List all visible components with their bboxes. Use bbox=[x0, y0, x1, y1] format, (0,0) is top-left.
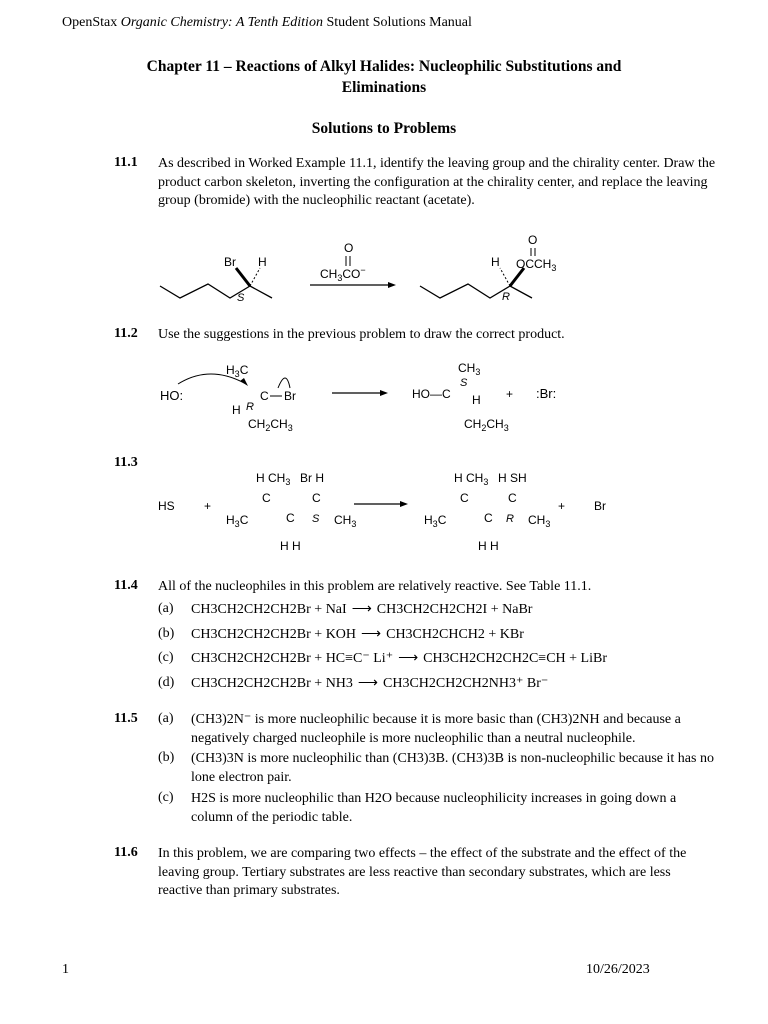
problem-number: 11.1 bbox=[114, 155, 138, 170]
product-configuration: S bbox=[460, 377, 468, 389]
product-methyl-right: $CH_3$ bbox=[528, 513, 551, 529]
reactant-methyl-right: $CH_3$ bbox=[334, 513, 357, 529]
page-number: 1 bbox=[62, 962, 69, 977]
product-h: H bbox=[472, 393, 481, 407]
product-c2: C bbox=[508, 491, 517, 505]
book-title: Organic Chemistry: A Tenth Edition bbox=[120, 15, 323, 30]
product-ethyl: $CH_2CH_3$ bbox=[464, 417, 509, 433]
answer-c: H2S is more nucleophilic than H2O because nucleophilicity increases in going down a column of the periodic table. bbox=[191, 791, 677, 825]
hydrogen-label: H bbox=[232, 403, 241, 417]
plus-sign: + bbox=[558, 499, 566, 513]
reactant-c2: C bbox=[312, 491, 321, 505]
configuration-label: R bbox=[246, 401, 254, 413]
item-label: (c) bbox=[158, 790, 174, 805]
bromide-ion: :Br: bbox=[536, 386, 557, 401]
product-methyl: $CH_3$ bbox=[458, 361, 481, 377]
problem-text: In this problem, we are comparing two effects – the effect of the substrate and the effect of the leaving group. Tertiary substrates are less reactive than secondary substrates, which are less reactive than primary substrates. bbox=[158, 846, 687, 898]
bromine-label: Br bbox=[284, 389, 296, 403]
reaction-d: CH3CH2CH2CH2Br + NH3 ⟶ CH3CH2CH2CH2NH3⁺ Br⁻ bbox=[191, 676, 549, 691]
reactant-methyl-left: $H_3C$ bbox=[226, 513, 249, 529]
product-top-right: H SH bbox=[498, 471, 527, 485]
plus-sign: + bbox=[506, 387, 514, 401]
carbonyl-o: O bbox=[344, 241, 354, 255]
problem-number: 11.5 bbox=[114, 711, 138, 726]
reactant-top-right: Br H bbox=[300, 471, 324, 485]
methyl-label: $H_3C$ bbox=[226, 363, 249, 379]
reagent-label: $CH_3CO^-$ bbox=[320, 265, 366, 283]
plus-sign: + bbox=[204, 499, 212, 513]
hydrogen-label: H bbox=[258, 255, 267, 269]
hydroxide-label: HO: bbox=[160, 388, 184, 403]
product-top-left: H $CH_3$ bbox=[454, 471, 489, 487]
item-label: (a) bbox=[158, 711, 174, 726]
product-configuration: R bbox=[502, 291, 510, 303]
problem-number: 11.4 bbox=[114, 578, 138, 593]
problem-number: 11.2 bbox=[114, 326, 138, 341]
hydrosulfide-label: HS bbox=[158, 499, 175, 513]
chapter-title: Chapter 11 – Reactions of Alkyl Halides: Nucleophilic Substitutions and Eliminations bbox=[146, 58, 622, 96]
item-label: (b) bbox=[158, 750, 175, 765]
reactant-configuration: S bbox=[312, 513, 320, 525]
ethyl-label: $CH_2CH_3$ bbox=[248, 417, 293, 433]
answer-a: (CH3)2N⁻ is more nucleophilic because it is more basic than (CH3)2NH and because a negatively charged nucleophile is more nucleophilic than a neutral nucleophile. bbox=[191, 712, 681, 746]
reaction-a: CH3CH2CH2CH2Br + NaI ⟶ CH3CH2CH2CH2I + NaBr bbox=[191, 602, 533, 617]
problem-text: All of the nucleophiles in this problem are relatively reactive. See Table 11.1. bbox=[158, 579, 592, 594]
reaction-figure-11-2 bbox=[150, 356, 590, 434]
running-header: OpenStax Organic Chemistry: A Tenth Edition Student Solutions Manual bbox=[62, 15, 472, 30]
reactant-c3: C bbox=[286, 511, 295, 525]
product-h: H bbox=[491, 255, 500, 269]
configuration-label: S bbox=[237, 292, 245, 304]
reaction-b: CH3CH2CH2CH2Br + KOH ⟶ CH3CH2CHCH2 + KBr bbox=[191, 627, 524, 642]
product-bottom-h: H H bbox=[478, 539, 499, 553]
product-ester: $OCCH_3$ bbox=[516, 257, 557, 273]
reaction-figure-11-3 bbox=[150, 466, 630, 560]
item-label: (b) bbox=[158, 626, 175, 641]
answer-b: (CH3)3N is more nucleophilic than (CH3)3B. (CH3)3B is non-nucleophilic because it has no lone electron pair. bbox=[191, 751, 714, 785]
problem-text: Use the suggestions in the previous problem to draw the correct product. bbox=[158, 327, 565, 342]
reaction-c: CH3CH2CH2CH2Br + HC≡C⁻ Li⁺ ⟶ CH3CH2CH2CH2C≡CH + LiBr bbox=[191, 651, 607, 666]
product-methyl-left: $H_3C$ bbox=[424, 513, 447, 529]
bromine-label: Br bbox=[224, 255, 236, 269]
section-title: Solutions to Problems bbox=[311, 120, 457, 137]
product-configuration: R bbox=[506, 513, 514, 525]
footer-date: 10/26/2023 bbox=[586, 962, 650, 977]
problem-number: 11.3 bbox=[114, 455, 138, 470]
problem-text: As described in Worked Example 11.1, identify the leaving group and the chirality center. Draw the product carbon skeleton, inverting the configuration at the chirality center, and replace the leaving group (bromide) with the nucleophilic reactant (acetate). bbox=[158, 156, 716, 208]
reactant-top-left: H $CH_3$ bbox=[256, 471, 291, 487]
problem-number: 11.6 bbox=[114, 845, 138, 860]
product-c3: C bbox=[484, 511, 493, 525]
product-o: O bbox=[528, 233, 538, 247]
central-carbon: C bbox=[260, 389, 269, 403]
item-label: (a) bbox=[158, 601, 174, 616]
item-label: (d) bbox=[158, 675, 175, 690]
reactant-bottom-h: H H bbox=[280, 539, 301, 553]
item-label: (c) bbox=[158, 650, 174, 665]
product-ho: HO—C bbox=[412, 387, 451, 401]
reactant-c1: C bbox=[262, 491, 271, 505]
reaction-figure-11-1 bbox=[150, 228, 590, 310]
bromide-product: Br bbox=[594, 499, 606, 513]
product-c1: C bbox=[460, 491, 469, 505]
